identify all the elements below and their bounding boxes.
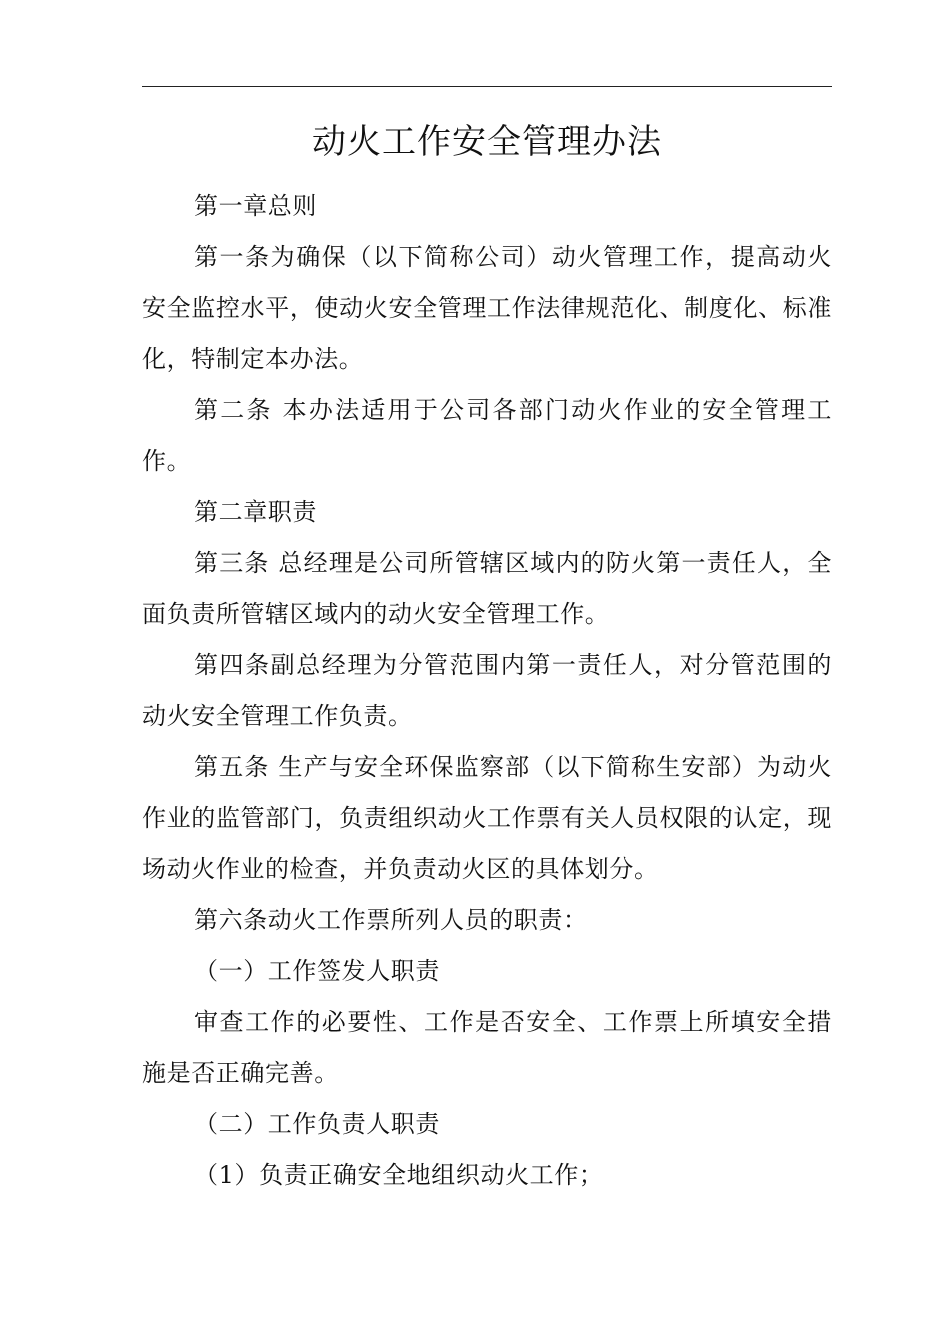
document-body (142, 181, 832, 1201)
chapter-heading: 第一章总则 (194, 192, 317, 220)
body-paragraph: 审查工作的必要性、工作是否安全、工作票上所填安全措施是否正确完善。 (142, 1008, 832, 1087)
article-paragraph: 第一条为确保（以下简称公司）动火管理工作，提高动火安全监控水平，使动火安全管理工作法律规范化、制度化、标准化，特制定本办法。 (142, 243, 832, 373)
subsection-heading: （二）工作负责人职责 (194, 1110, 440, 1138)
subsection-heading: （一）工作签发人职责 (194, 957, 440, 985)
article-paragraph: 第二条 本办法适用于公司各部门动火作业的安全管理工作。 (142, 396, 832, 475)
article-paragraph: 第六条动火工作票所列人员的职责： (194, 906, 588, 934)
article-paragraph: 第五条 生产与安全环保监察部（以下简称生安部）为动火作业的监管部门，负责组织动火工作票有关人员权限的认定，现场动火作业的检查，并负责动火区的具体划分。 (142, 753, 832, 883)
chapter-heading: 第二章职责 (194, 498, 317, 526)
article-paragraph: 第四条副总经理为分管范围内第一责任人，对分管范围的动火安全管理工作负责。 (142, 651, 832, 730)
list-item: （1）负责正确安全地组织动火工作； (194, 1161, 604, 1189)
article-paragraph: 第三条 总经理是公司所管辖区域内的防火第一责任人，全面负责所管辖区域内的动火安全管理工作。 (142, 549, 832, 628)
document-title: 动火工作安全管理办法 (312, 122, 662, 162)
header-rule (142, 86, 832, 87)
